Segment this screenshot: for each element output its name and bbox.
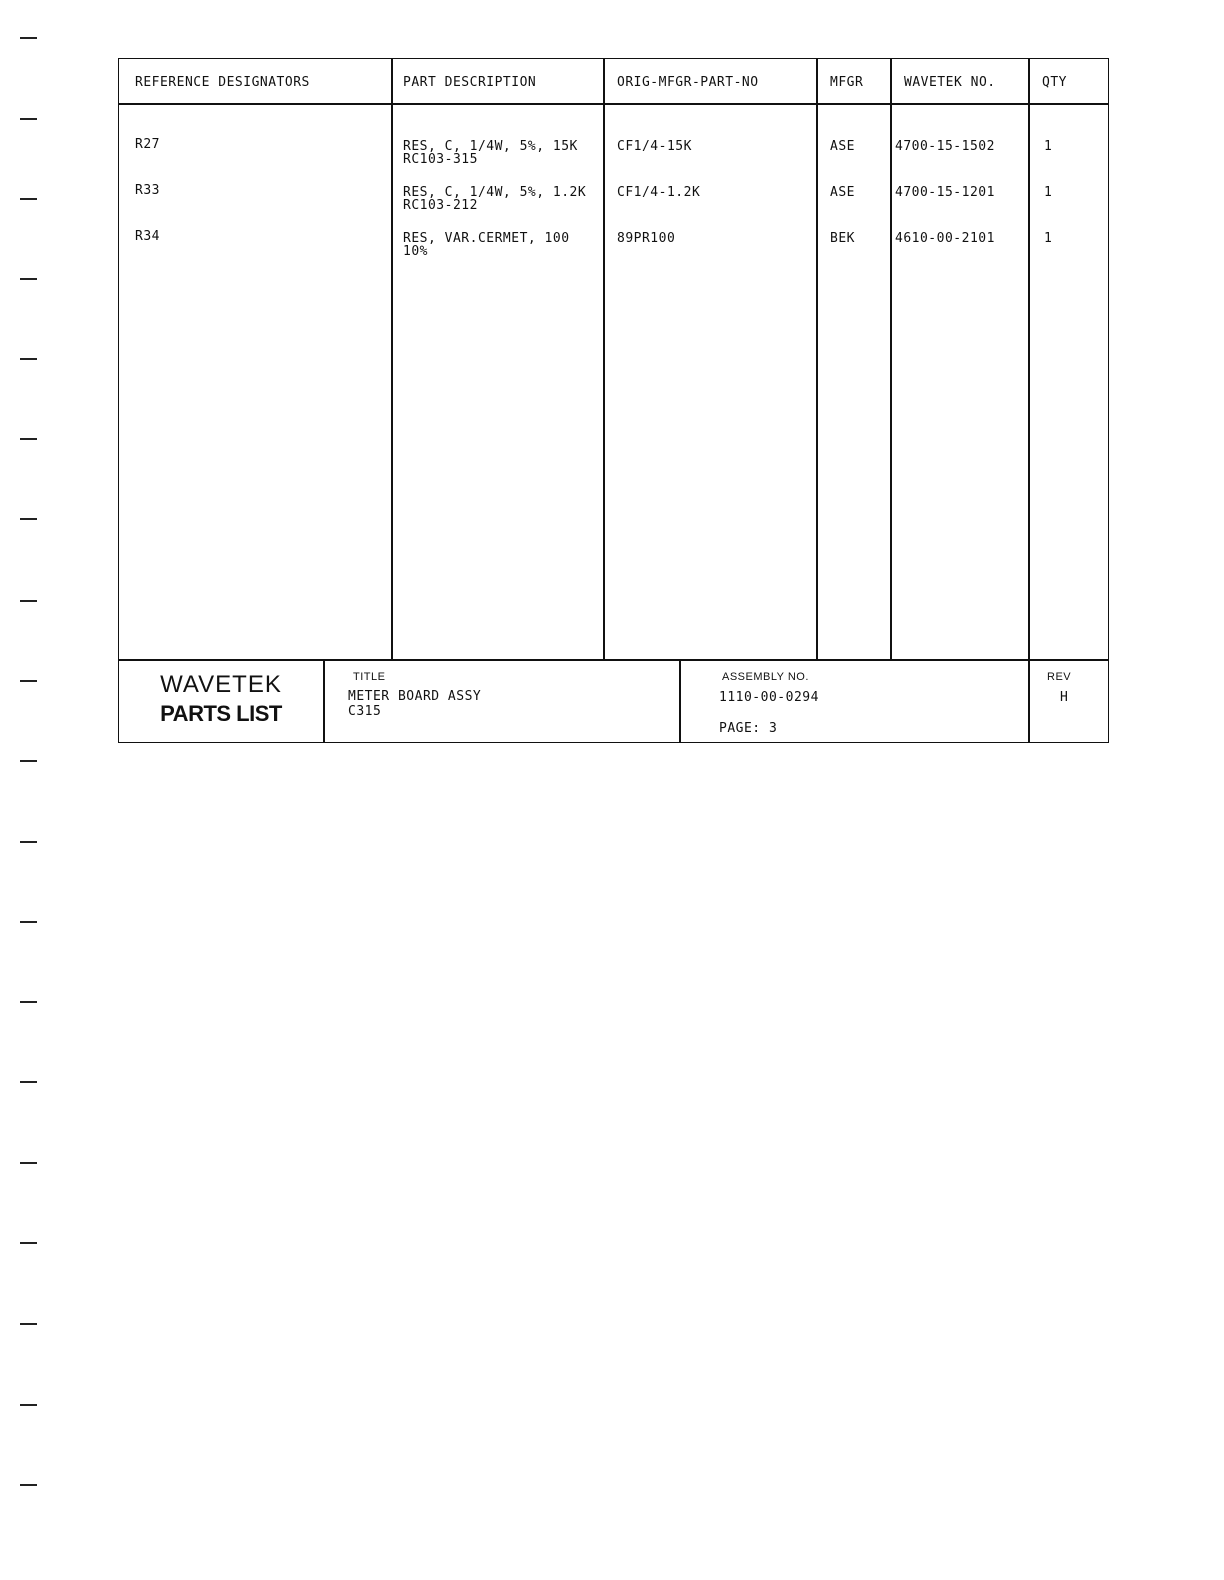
cell-manufacturer: ASE xyxy=(830,185,855,200)
cell-description: RES, C, 1/4W, 5%, 1.2K xyxy=(403,185,587,200)
cell-quantity: 1 xyxy=(1044,185,1053,200)
margin-tick xyxy=(20,1484,37,1486)
margin-tick xyxy=(20,37,37,39)
title-label: TITLE xyxy=(353,671,386,683)
footer-divider xyxy=(119,659,1108,661)
cell-quantity: 1 xyxy=(1044,139,1053,154)
margin-tick xyxy=(20,518,37,520)
header-wavetek-no: WAVETEK NO. xyxy=(904,75,996,90)
footer-divider xyxy=(679,659,681,742)
cell-description: RC103-315 xyxy=(403,152,478,167)
margin-tick xyxy=(20,680,37,682)
cell-part-number: CF1/4-1.2K xyxy=(617,185,701,200)
margin-tick xyxy=(20,1323,37,1325)
column-divider xyxy=(603,59,605,660)
margin-tick xyxy=(20,1081,37,1083)
cell-reference: R34 xyxy=(135,229,160,244)
parts-list-sheet xyxy=(118,58,1109,743)
margin-tick xyxy=(20,600,37,602)
margin-tick xyxy=(20,841,37,843)
cell-description: RES, C, 1/4W, 5%, 15K xyxy=(403,139,578,154)
cell-wavetek-number: 4610-00-2101 xyxy=(895,231,995,246)
cell-quantity: 1 xyxy=(1044,231,1053,246)
header-part-description: PART DESCRIPTION xyxy=(403,75,537,90)
rev-label: REV xyxy=(1047,671,1072,683)
header-reference-designators: REFERENCE DESIGNATORS xyxy=(135,75,310,90)
column-divider xyxy=(816,59,818,660)
margin-tick xyxy=(20,118,37,120)
column-divider xyxy=(890,59,892,660)
logo-subtitle: PARTS LIST xyxy=(160,701,282,726)
header-orig-mfgr-part-no: ORIG-MFGR-PART-NO xyxy=(617,75,759,90)
margin-tick xyxy=(20,1162,37,1164)
assembly-label: ASSEMBLY NO. xyxy=(722,671,809,683)
wavetek-logo xyxy=(141,671,301,727)
title-line-1: METER BOARD ASSY xyxy=(348,689,482,704)
title-line-2: C315 xyxy=(348,704,382,719)
cell-description: RES, VAR.CERMET, 100 xyxy=(403,231,570,246)
cell-reference: R27 xyxy=(135,137,160,152)
margin-tick xyxy=(20,1242,37,1244)
margin-tick xyxy=(20,198,37,200)
margin-tick xyxy=(20,1404,37,1406)
cell-wavetek-number: 4700-15-1201 xyxy=(895,185,995,200)
cell-part-number: 89PR100 xyxy=(617,231,676,246)
rev-value: H xyxy=(1060,690,1069,705)
cell-reference: R33 xyxy=(135,183,160,198)
column-divider xyxy=(1028,59,1030,660)
logo-brand: WAVETEK xyxy=(160,671,282,698)
margin-tick xyxy=(20,358,37,360)
page-number: PAGE: 3 xyxy=(719,721,778,736)
cell-manufacturer: BEK xyxy=(830,231,855,246)
footer-divider xyxy=(1028,659,1030,742)
column-divider xyxy=(391,59,393,660)
footer-divider xyxy=(323,659,325,742)
cell-manufacturer: ASE xyxy=(830,139,855,154)
margin-tick xyxy=(20,438,37,440)
header-qty: QTY xyxy=(1042,75,1067,90)
header-divider xyxy=(119,103,1108,105)
cell-description: 10% xyxy=(403,244,428,259)
margin-tick xyxy=(20,278,37,280)
cell-part-number: CF1/4-15K xyxy=(617,139,692,154)
margin-tick xyxy=(20,760,37,762)
cell-wavetek-number: 4700-15-1502 xyxy=(895,139,995,154)
margin-tick xyxy=(20,1001,37,1003)
assembly-number: 1110-00-0294 xyxy=(719,690,819,705)
cell-description: RC103-212 xyxy=(403,198,478,213)
header-mfgr: MFGR xyxy=(830,75,864,90)
margin-tick xyxy=(20,921,37,923)
